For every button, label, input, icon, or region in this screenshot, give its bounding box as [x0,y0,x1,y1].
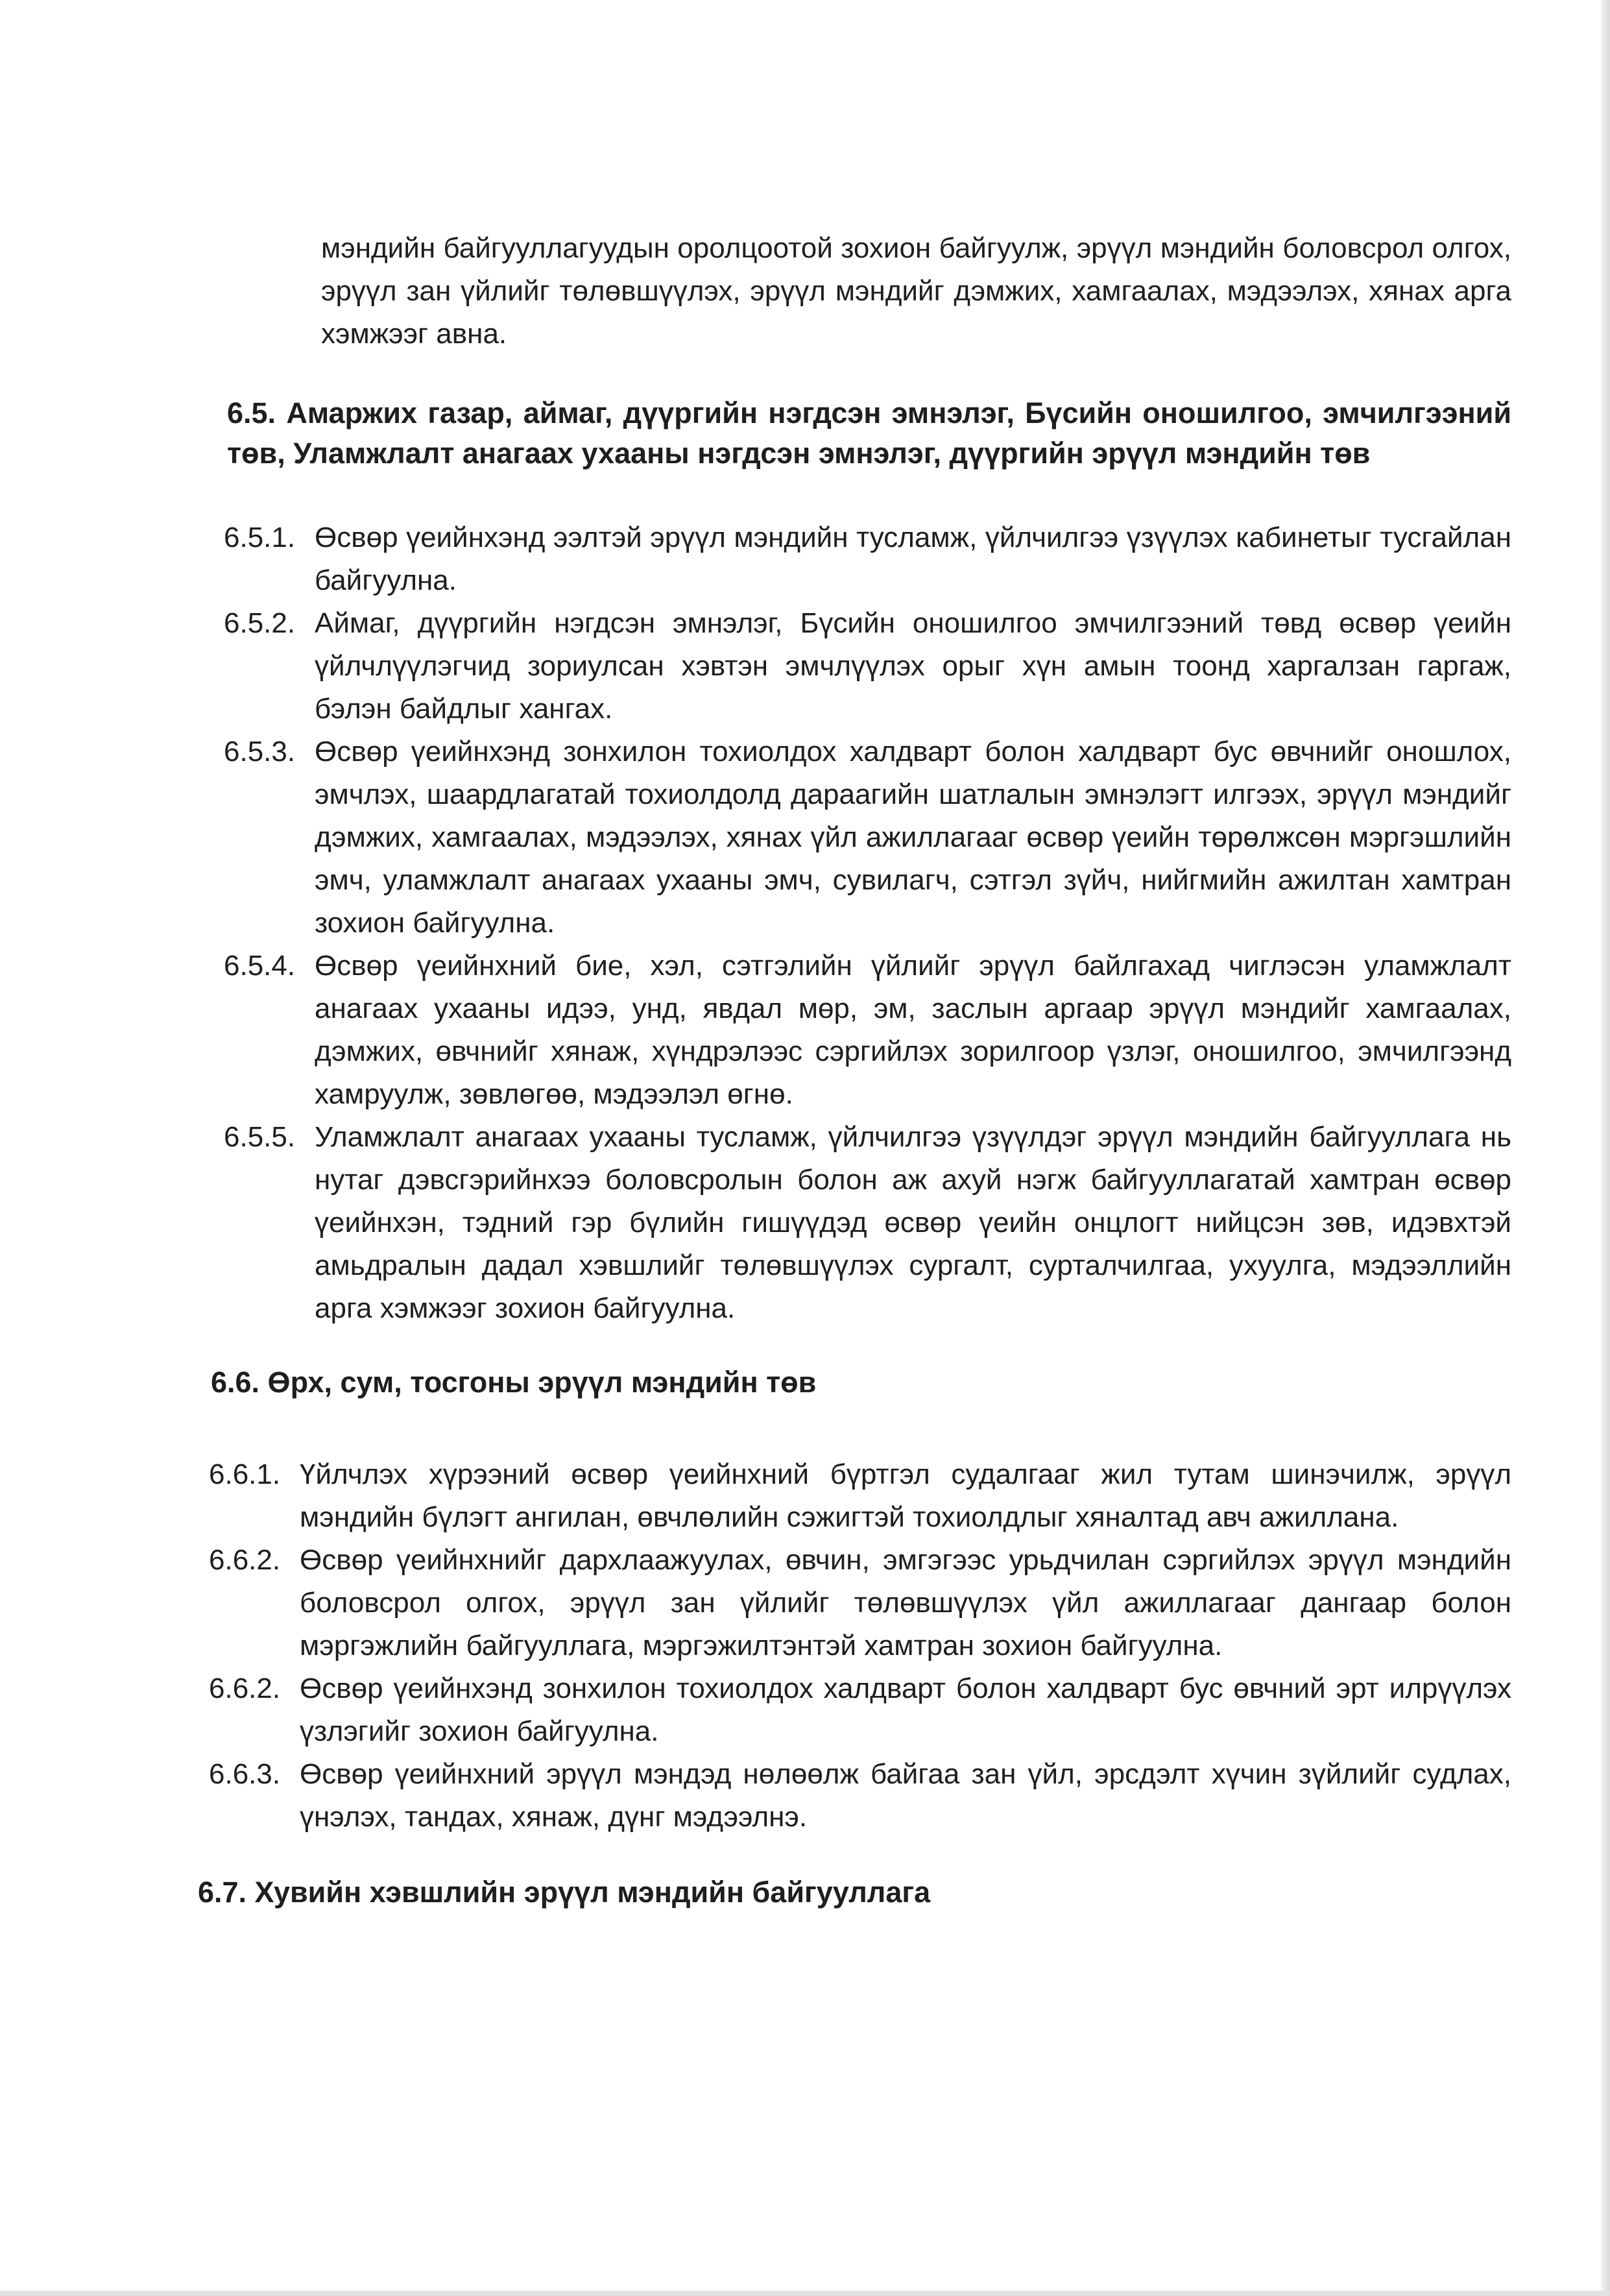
list-item [224,731,1511,945]
list-item [224,1116,1511,1330]
item-text: Өсвөр үеийнхэнд зонхилон тохиолдох халдварт болон халдварт бус өвчнийг оношлох, эмчлэх, шаардлагатай тохиолдолд дараагийн шатлалын эмнэлэгт илгээх, эрүүл мэндийг дэмжих, хамгаалах, мэдээлэх, хянах үйл ажиллагааг өсвөр үеийн төрөлжсөн мэргэшлийн эмч, уламжлалт анагаах ухааны эмч, сувилагч, сэтгэл зүйч, нийгмийн ажилтан хамтран зохион байгуулна. [315,736,1511,939]
section-6-6-list [195,1453,1511,1839]
item-number: 6.5.2. [224,607,296,639]
section-6-5-list [195,516,1511,1330]
list-item [209,1667,1511,1753]
item-text: Аймаг, дүүргийн нэгдсэн эмнэлэг, Бүсийн оношилгоо эмчилгээний төвд өсвөр үеийн үйлчлүүлэгчид зориулсан хэвтэн эмчлүүлэх орыг хүн амын тоонд харгалзан гаргаж, бэлэн байдлыг хангах. [315,607,1511,725]
item-text: Өсвөр үеийнхэнд ээлтэй эрүүл мэндийн тусламж, үйлчилгээ үзүүлэх кабинетыг тусгайлан байгуулна. [315,522,1511,596]
item-number: 6.5.5. [224,1121,296,1153]
list-item [224,516,1511,602]
document-page [195,227,1511,1955]
item-number: 6.6.2. [209,1673,281,1704]
item-number: 6.5.4. [224,950,296,982]
scan-page-edge-right [1601,0,1610,2296]
section-heading-6-7: 6.7. Хувийн хэвшлийн эрүүл мэндийн байгууллага [198,1876,931,1909]
item-number: 6.6.1. [209,1458,281,1490]
item-text: Өсвөр үеийнхэнд зонхилон тохиолдох халдварт болон халдварт бус өвчний эрт илрүүлэх үзлэгийг зохион байгуулна. [300,1673,1511,1747]
intro-paragraph: мэндийн байгууллагуудын оролцоотой зохион байгуулж, эрүүл мэндийн боловсрол олгох, эрүүл зан үйлийг төлөвшүүлэх, эрүүл мэндийг дэмжих, хамгаалах, мэдээлэх, хянах арга хэмжээг авна. [321,232,1511,350]
item-number: 6.6.3. [209,1758,281,1790]
item-text: Уламжлалт анагаах ухааны тусламж, үйлчилгээ үзүүлдэг эрүүл мэндийн байгууллага нь нутаг дэвсгэрийнхээ боловсролын болон аж ахуй нэгж байгууллагатай хамтран өсвөр үеийнхэн, тэдний гэр бүлийн гишүүдэд өсвөр үеийн онцлогт нийцсэн зөв, идэвхтэй амьдралын дадал хэвшлийг төлөвшүүлэх сургалт, сурталчилгаа, ухуулга, мэдээллийн арга хэмжээг зохион байгуулна. [315,1121,1511,1324]
item-text: Өсвөр үеийнхний бие, хэл, сэтгэлийн үйлийг эрүүл байлгахад чиглэсэн уламжлалт анагаах ухааны идээ, унд, явдал мөр, эм, заслын аргаар эрүүл мэндийг хамгаалах, дэмжих, өвчнийг хянаж, хүндрэлээс сэргийлэх зорилгоор үзлэг, оношилгоо, эмчилгээнд хамруулж, зөвлөгөө, мэдээлэл өгнө. [315,950,1511,1110]
section-heading-6-6: 6.6. Өрх, сум, тосгоны эрүүл мэндийн төв [211,1366,817,1399]
item-number: 6.5.1. [224,522,296,553]
list-item [209,1453,1511,1539]
item-text: Үйлчлэх хүрээний өсвөр үеийнхний бүртгэл судалгааг жил тутам шинэчилж, эрүүл мэндийн бүлэгт ангилан, өвчлөлийн сэжигтэй тохиолдлыг хяналтад авч ажиллана. [300,1458,1511,1533]
scan-page-edge-bottom [0,2291,1610,2296]
list-item [224,602,1511,731]
item-number: 6.6.2. [209,1544,281,1576]
list-item [209,1753,1511,1839]
list-item [224,945,1511,1116]
item-number: 6.5.3. [224,736,296,767]
item-text: Өсвөр үеийнхнийг дархлаажуулах, өвчин, эмгэгээс урьдчилан сэргийлэх эрүүл мэндийн боловсрол олгох, эрүүл зан үйлийг төлөвшүүлэх үйл ажиллагааг дангаар болон мэргэжлийн байгууллага, мэргэжилтэнтэй хамтран зохион байгуулна. [300,1544,1511,1662]
list-item [209,1539,1511,1667]
section-heading-6-5: 6.5. Амаржих газар, аймаг, дүүргийн нэгдсэн эмнэлэг, Бүсийн оношилгоо, эмчилгээний төв, Уламжлалт анагаах ухааны нэгдсэн эмнэлэг, дүүргийн эрүүл мэндийн төв [227,396,1511,470]
item-text: Өсвөр үеийнхний эрүүл мэндэд нөлөөлж байгаа зан үйл, эрсдэлт хүчин зүйлийг судлах, үнэлэх, тандах, хянаж, дүнг мэдээлнэ. [300,1758,1511,1833]
